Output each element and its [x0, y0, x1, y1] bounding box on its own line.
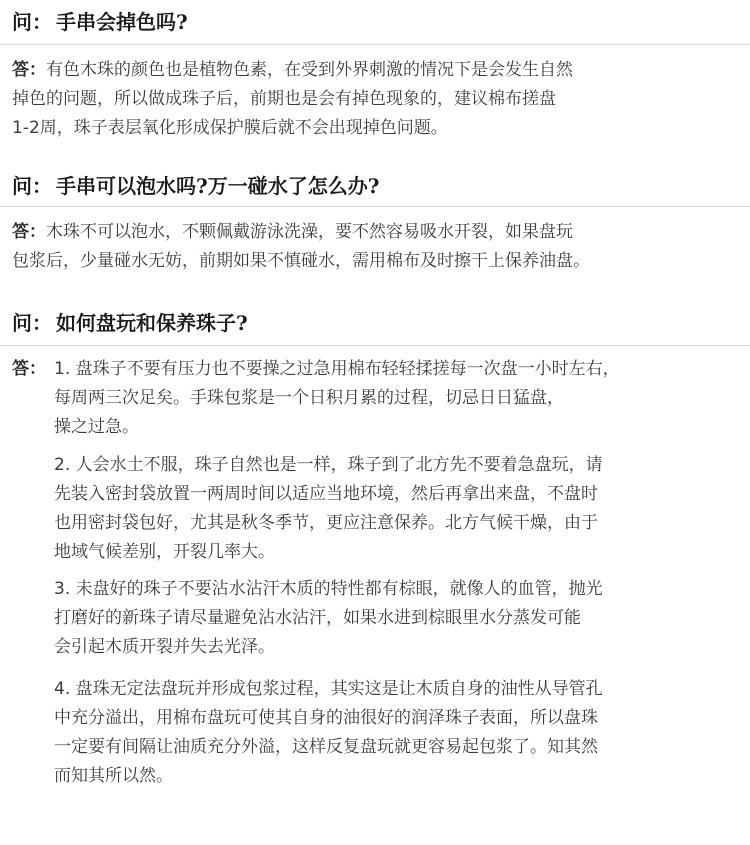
- answer-prefix: 答：: [12, 359, 46, 379]
- answer-line: 包浆后，少量碰水无妨，前期如果不慎碰水，需用棉布及时擦干上保养油盘。: [12, 251, 590, 271]
- answer-block-2: [12, 218, 738, 276]
- answer-prefix: 答：: [12, 222, 46, 242]
- question-prefix: 问：: [12, 10, 52, 34]
- answer-line: [12, 218, 738, 247]
- question-prefix: 问：: [12, 311, 52, 335]
- list-item-line: 会引起木质开裂并失去光泽。: [54, 637, 275, 657]
- question-text: 手串可以泡水吗?万一碰水了怎么办?: [56, 174, 380, 198]
- list-item-1: [54, 355, 744, 442]
- question-heading-2: [12, 171, 379, 201]
- list-item-4: [54, 675, 744, 791]
- answer-block-1: [12, 56, 738, 143]
- list-item-line: 4. 盘珠无定法盘玩并形成包浆过程，其实这是让木质自身的油性从导管孔: [54, 679, 603, 699]
- question-heading-3: [12, 308, 248, 338]
- list-item-line: 每周两三次足矣。手珠包浆是一个日积月累的过程，切忌日日猛盘，: [54, 388, 564, 408]
- answer-prefix: 答：: [12, 60, 46, 80]
- list-item-line: 3. 未盘好的珠子不要沾水沾汗木质的特性都有棕眼，就像人的血管，抛光: [54, 579, 603, 599]
- list-item-line: 1. 盘珠子不要有压力也不要操之过急用棉布轻轻揉搓每一次盘一小时左右，: [54, 359, 620, 379]
- question-prefix: 问：: [12, 174, 52, 198]
- list-item-line: 一定要有间隔让油质充分外溢，这样反复盘玩就更容易起包浆了。知其然: [54, 737, 598, 757]
- answer-text: 有色木珠的颜色也是植物色素，在受到外界刺激的情况下是会发生自然: [46, 60, 573, 80]
- list-item-line: 先装入密封袋放置一两周时间以适应当地环境，然后再拿出来盘，不盘时: [54, 484, 598, 504]
- divider: [0, 44, 750, 45]
- list-item-3: [54, 575, 744, 662]
- answer-block-3: [12, 355, 742, 795]
- list-item-line: 2. 人会水土不服，珠子自然也是一样，珠子到了北方先不要着急盘玩，请: [54, 455, 603, 475]
- answer-line: 1-2周，珠子表层氧化形成保护膜后就不会出现掉色问题。: [12, 118, 448, 138]
- list-item-line: 打磨好的新珠子请尽量避免沾水沾汗，如果水进到棕眼里水分蒸发可能: [54, 608, 581, 628]
- list-item-line: 也用密封袋包好，尤其是秋冬季节，更应注意保养。北方气候干燥，由于: [54, 513, 598, 533]
- question-text: 手串会掉色吗?: [56, 10, 188, 34]
- list-item-line: 地域气候差别，开裂几率大。: [54, 542, 275, 562]
- question-heading-1: [12, 7, 188, 37]
- list-item-line: 操之过急。: [54, 417, 139, 437]
- list-item-2: [54, 451, 744, 567]
- list-item-line: 中充分溢出，用棉布盘玩可使其自身的油很好的润泽珠子表面，所以盘珠: [54, 708, 598, 728]
- divider: [0, 206, 750, 207]
- divider: [0, 345, 750, 346]
- list-item-line: 而知其所以然。: [54, 766, 173, 786]
- answer-line: 掉色的问题，所以做成珠子后，前期也是会有掉色现象的，建议棉布搓盘: [12, 89, 556, 109]
- question-text: 如何盘玩和保养珠子?: [56, 311, 248, 335]
- answer-text: 木珠不可以泡水，不颗佩戴游泳洗澡，要不然容易吸水开裂，如果盘玩: [46, 222, 573, 242]
- answer-line: [12, 56, 738, 85]
